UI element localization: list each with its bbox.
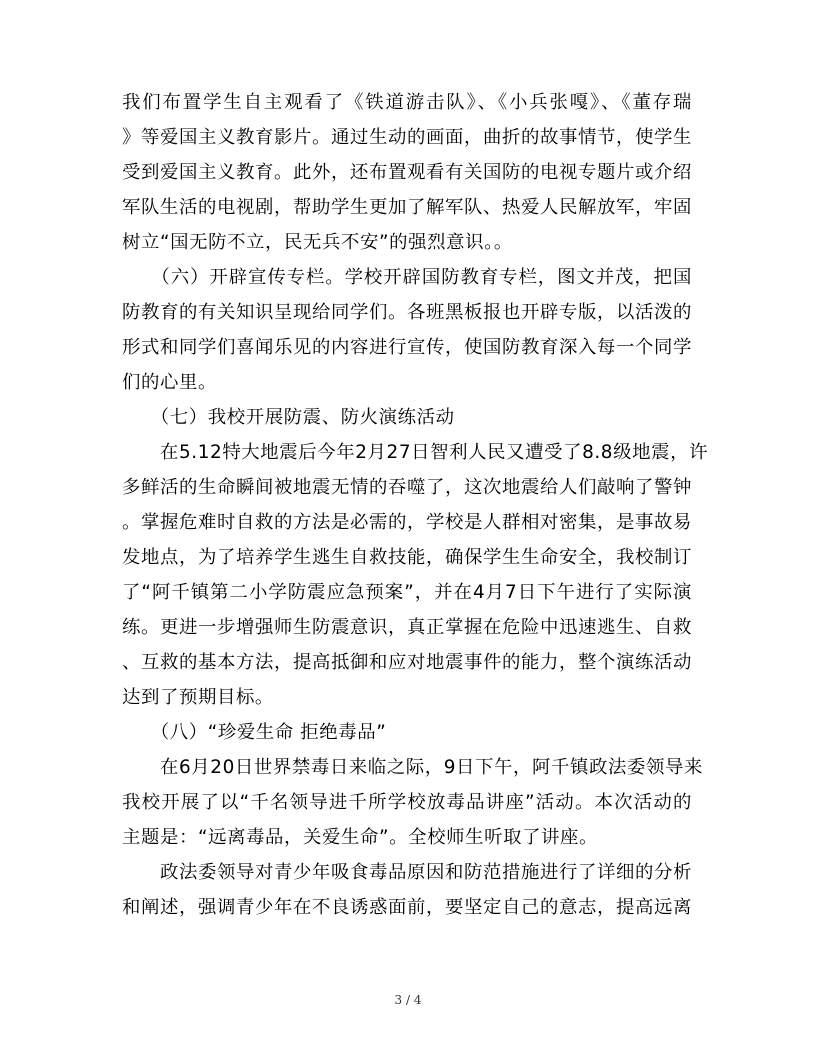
- text-line: 政法委领导对青少年吸食毒品原因和防范措施进行了详细的分析: [122, 862, 692, 883]
- text-line: 树立“国无防不立，民无兵不安”的强烈意识。。: [122, 232, 513, 253]
- text-line: 防教育的有关知识呈现给同学们。各班黑板报也开辟专版，以活泼的: [122, 302, 692, 323]
- text-line: 达到了预期目标。: [122, 687, 274, 708]
- text-line: 。掌握危难时自救的方法是必需的，学校是人群相对密集，是事故易: [122, 512, 692, 533]
- text-line: 多鲜活的生命瞬间被地震无情的吞噬了，这次地震给人们敲响了警钟: [122, 477, 692, 498]
- text-line: 在5.12特大地震后今年2月27日智利人民又遭受了8.8级地震，许: [122, 442, 709, 463]
- text-line: （六）开辟宣传专栏。学校开辟国防教育专栏，图文并茂，把国: [122, 267, 692, 288]
- text-line: 和阐述，强调青少年在不良诱惑面前，要坚定自己的意志，提高远离: [122, 897, 692, 918]
- text-line: 、互救的基本方法，提高抵御和应对地震事件的能力，整个演练活动: [122, 652, 692, 673]
- text-line: 发地点，为了培养学生逃生自救技能，确保学生生命安全，我校制订: [122, 547, 692, 568]
- text-line: 在6月20日世界禁毒日来临之际，9日下午，阿千镇政法委领导来: [122, 757, 703, 778]
- text-line: 了“阿千镇第二小学防震应急预案”，并在4月7日下午进行了实际演: [122, 582, 692, 603]
- section-heading: （七）我校开展防震、防火演练活动: [122, 407, 455, 428]
- text-line: 我校开展了以“千名领导进千所学校放毒品讲座”活动。本次活动的: [122, 792, 692, 813]
- text-line: 练。更进一步增强师生防震意识，真正掌握在危险中迅速逃生、自救: [122, 617, 692, 638]
- body-text: [122, 85, 709, 925]
- text-line: 形式和同学们喜闻乐见的内容进行宣传，使国防教育深入每一个同学: [122, 337, 692, 358]
- page-number: 3 / 4: [394, 993, 422, 1007]
- text-line: 我们布置学生自主观看了《铁道游击队》、《小兵张嘎》、《董存瑞: [122, 92, 692, 113]
- text-line: 主题是：“远离毒品，关爱生命”。全校师生听取了讲座。: [122, 827, 599, 848]
- text-line: 们的心里。: [122, 372, 217, 393]
- text-line: 》等爱国主义教育影片。通过生动的画面，曲折的故事情节，使学生: [122, 127, 692, 148]
- text-line: 受到爱国主义教育。此外，还布置观看有关国防的电视专题片或介绍: [122, 162, 692, 183]
- section-heading: （八）“珍爱生命 拒绝毒品”: [122, 722, 387, 743]
- text-line: 军队生活的电视剧，帮助学生更加了解军队、热爱人民解放军，牢固: [122, 197, 692, 218]
